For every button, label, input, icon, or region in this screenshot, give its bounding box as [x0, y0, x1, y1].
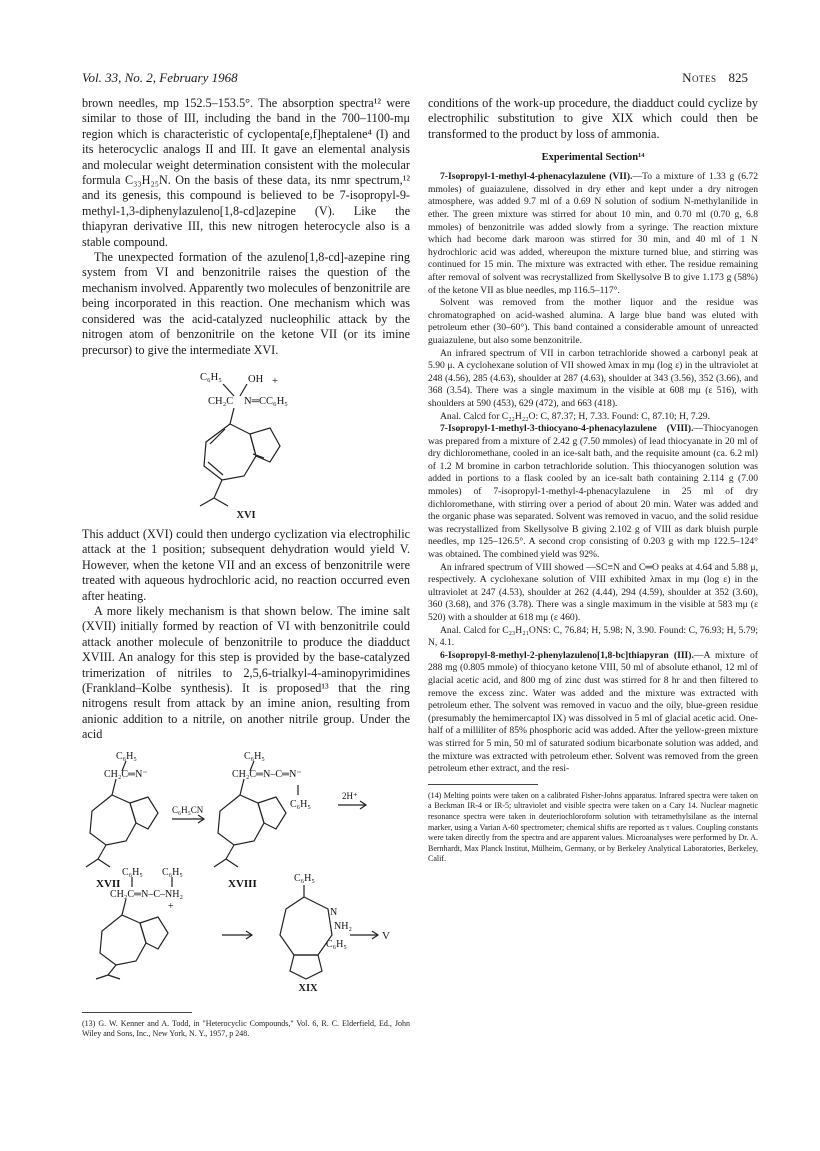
left-paragraph-2: The unexpected formation of the azuleno[1,8-cd]-azepine ring system from VI and benzonitrile raises the question of the mechanism involved. Apparently two molecules of benzonitrile are being incorporated in this reaction. One mechanism which was considered was the acid-catalyzed nucleophilic attack by the nitrogen atom of benzonitrile on the ketone VII (or its imine precursor) to give the intermediate XVI.: [82, 250, 410, 357]
running-head-journal: Vol. 33, No. 2, February 1968: [82, 70, 238, 85]
page-number: 825: [728, 70, 748, 85]
xvii-fragment-label: CH₂C═N⁻: [104, 768, 148, 780]
xvi-phenyl-label: C₆H₅: [200, 371, 222, 383]
footnote-14: (14) Melting points were taken on a calibrated Fisher-Johns apparatus. Infrared spectra were taken on a Beckman IR-4 or IR-5; ultraviolet and visible spectra were taken on a Cary 14. Nuclear magnetic resonance spectra were taken in deuteriochloroform solution with tetramethylsilane as the internal marker, using a Varian A-60 spectrometer; chemical shifts are reported as τ values. Coupling constants were taken directly from the spectra and are apparent values. Microanalyses were performed by Dr. A. Bernhardt, Max Planck Institut, Mülheim, Germany, or by Berkeley Analytical Laboratories, Berkeley, Calif.: [428, 790, 758, 864]
right-paragraph-1: conditions of the work-up procedure, the diadduct could cyclize by electrophilic substitution to give XIX which could then be transformed to the product by loss of ammonia.: [428, 96, 758, 141]
experiment-viii-spectra: An infrared spectrum of VIII showed —SC≡N and C═O peaks at 4.64 and 5.88 μ, respectively. A cyclohexane solution of VIII exhibited λmax in mμ (log ε) in the ultraviolet at 247 (4.53), shoulder at 262 (4.44), 294 (4.59), shoulder at 352 (3.60), 360 (3.68), and 376 (3.78). There was a single maximum in the visible at 583 mμ (ε 520) with a shoulder at 618 mμ (ε 460).: [428, 561, 758, 623]
xix-phenyl-2-label: C₆H₅: [326, 938, 347, 950]
experiment-iii-text: —A mixture of 288 mg (0.805 mmole) of thiocyano ketone VIII, 50 ml of absolute ethanol, 12 ml of glacial acetic acid, and 800 mg of zinc dust was stirred for 8 hr and then filtered to remove the excess zinc. Water was added and the mixture was extracted with petroleum ether. The solvent was removed in vacuo and the oily, blue-green residue (presumably the hemimercaptol IX) was dissolved in 5 ml of glacial acetic acid. One-half of a milliliter of 85% phosphoric acid was added. After the yellow-green mixture was stirred for 5 min, 50 ml of saturated sodium bicarbonate solution was added, and the mixture was extracted with petroleum ether. Solvent was removed from the green petroleum ether extract, and the resi-: [428, 649, 759, 775]
experiment-iii: [428, 650, 758, 776]
left-paragraph-1: brown needles, mp 152.5–153.5°. The absorption spectra¹² were similar to those of III, including the band in the 700–1100-mμ region which is characteristic of cyclopenta[e,f]heptalene⁴ (I) and its heterocyclic analogs II and III. It gave an elemental analysis and molecular weight determination consistent with the molecular formula C₃₃H₂₅N. On the basis of these data, its nmr spectrum,¹² and its genesis, this compound is believed to be 7-isopropyl-9-methyl-1,3-diphenylazuleno[1,8-cd]azepine (V). Like the thiapyran derivative III, this new nitrogen heterocycle also is a stable compound.: [82, 96, 410, 249]
left-paragraph-4: A more likely mechanism is that shown below. The imine salt (XVII) initially formed by reaction of VI with benzonitrile could attack another molecule of benzonitrile to produce the diadduct XVIII. An analogy for this step is provided by the base-catalyzed trimerization of nitriles to 2,5,6-trialkyl-4-aminopyrimidines (Frankland–Kolbe synthesis). It is proposed¹³ that the ring nitrogens result from attack by an imine anion, resulting from anionic addition to a nitrile, on another nitrile group. Under the acid: [82, 603, 410, 742]
footnote-rule-right: [428, 784, 538, 785]
xviii-fragment-label: CH₂C═N–C═N⁻: [232, 768, 302, 780]
xvi-charge-label: +: [272, 375, 278, 387]
experiment-vii: [428, 171, 758, 297]
running-head-right: [682, 70, 748, 86]
xvi-imine-label: N═CC₆H₅: [244, 395, 288, 407]
right-column: [428, 96, 758, 865]
reagent-label: C₆H₅CN: [172, 804, 204, 815]
structure-xix-label: XIX: [298, 982, 318, 994]
structure-xvi-drawing: [82, 358, 410, 516]
xix-nh2-label: NH₂: [334, 920, 352, 932]
xvi-hydroxyl-label: OH: [248, 373, 264, 385]
experiment-viii: [428, 423, 758, 562]
left-paragraph-3: This adduct (XVI) could then undergo cyclization via electrophilic attack at the 1 position; subsequent dehydration would yield V. However, when the ketone VII and an excess of benzonitrile were treated with aqueous hydrochloric acid, no reaction occurred even after heating.: [82, 526, 410, 603]
experiment-iii-title: 6-Isopropyl-8-methyl-2-phenylazuleno[1,8-bc]thiapyran (III).: [440, 649, 694, 661]
bottom-phenyl-2-label: C₆H₅: [162, 866, 183, 878]
left-column: [82, 96, 410, 1040]
running-head-section: Notes: [682, 70, 717, 85]
xviii-label: XVIII: [228, 877, 257, 890]
xviii-phenyl-2-label: C₆H₅: [290, 798, 311, 810]
experiment-vii-spectra: An infrared spectrum of VII in carbon tetrachloride showed a carbonyl peak at 5.90 μ. A cyclohexane solution of VII showed λmax in mμ (log ε) in the ultraviolet at 248 (4.56), 285 (4.63), shoulder at 287 (4.63), shoulder at 343 (3.56), 352 (3.66), and 368 (3.54). There was a single maximum in the visible at 608 mμ (ε 516), with shoulders at 590 (453), 629 (472), and 663 (418).: [428, 347, 759, 409]
experimental-section-heading: Experimental Section¹⁴: [541, 152, 645, 164]
reaction-scheme: [82, 749, 410, 981]
product-v-label: V: [382, 929, 390, 942]
experiment-vii-title: 7-Isopropyl-1-methyl-4-phenacylazulene (VII).: [440, 171, 633, 183]
experiment-viii-text: —Thiocyanogen was prepared from a mixture of 2.42 g (7.50 mmoles) of lead thiocyanate in 20 ml of dry dichloromethane, cooled in an ice-salt bath, and the requisite amount (ca. 6.2 ml) of 1.2 M bromine in carbon tetrachloride solution. This thiocyanogen solution was added in portions to a flask cooled by an ice-salt bath containing 2.114 g (7.00 mmoles) of 7-isopropyl-1-methyl-4-phenacylazulene in 25 ml of dry dichloromethane, with stirring over a period of about 20 min. Water was added and the organic phase was separated. Solvent was removed in vacuo, and the solid residue was recrystallized from Skellysolve B giving 2.102 g of VIII as dark bluish purple needles, mp 125–126.5°. A second crop consisting of 0.203 g with mp 122.5–124° was obtained. The combined yield was 92%.: [428, 423, 758, 561]
structure-xvi: [82, 358, 410, 516]
experiment-vii-text: —To a mixture of 1.33 g (6.72 mmoles) of guaiazulene, dissolved in dry ether and kept under a dry nitrogen atmosphere, was added 9.7 ml of a 0.69 N solution of sodium N-methylanilide in ether. The green mixture was stirred for about 10 min, and 0.70 ml (0.70 g, 6.8 mmoles) of benzonitrile was added slowly from a syringe. The reaction mixture which had become dark maroon was stirred for 30 min, and 40 ml of 1 N hydrochloric acid was added, whereupon the mixture turned blue, and stirring was continued for 15 min. The mixture was extracted with ether. The residue remaining after removal of solvent was recrystallized from Skellysolve B to give 1.173 g (58%) of the ketone VII as blue needles, mp 116.5–117°.: [428, 171, 758, 296]
footnote-rule-left: [82, 1012, 192, 1013]
footnote-13: (13) G. W. Kenner and A. Todd, in "Heterocyclic Compounds," Vol. 6, R. C. Elderfield, Ed., John Wiley and Sons, Inc., New York, N. Y., 1957, p 248.: [82, 1018, 410, 1039]
experiment-viii-title: 7-Isopropyl-1-methyl-3-thiocyano-4-phenacylazulene (VIII).: [440, 423, 694, 435]
structure-xvi-label: XVI: [236, 509, 256, 521]
xix-n-label: N: [330, 906, 338, 918]
reaction-scheme-drawing: [82, 749, 410, 981]
bottom-fragment-label: CH₂C═N–C–NH₂: [110, 888, 183, 900]
xvi-methylene-label: CH₂C: [208, 395, 234, 407]
acid-label: 2H⁺: [342, 790, 358, 801]
xix-phenyl-1-label: C₆H₅: [294, 872, 315, 884]
experiment-vii-analysis: Anal. Calcd for C₂₂H₂₂O: C, 87.37; H, 7.33. Found: C, 87.10; H, 7.29.: [440, 410, 711, 422]
xvii-phenyl-label: C₆H₅: [116, 750, 137, 762]
bottom-phenyl-1-label: C₆H₅: [122, 866, 143, 878]
experiment-chromatography: Solvent was removed from the mother liquor and the residue was chromatographed on acid-washed alumina. A large blue band was eluted with petroleum ether (30–60°). This band contained a considerable amount of unreacted guaiazulene, but also some benzonitrile.: [428, 297, 758, 346]
experiment-viii-analysis: Anal. Calcd for C₂₃H₂₁ONS: C, 76.84; H, 5.98; N, 3.90. Found: C, 76.93; H, 5.79; N, 4.1.: [428, 624, 758, 649]
bottom-charge-label: +: [168, 900, 174, 912]
xviii-phenyl-label: C₆H₅: [244, 750, 265, 762]
xvii-label: XVII: [96, 877, 121, 890]
